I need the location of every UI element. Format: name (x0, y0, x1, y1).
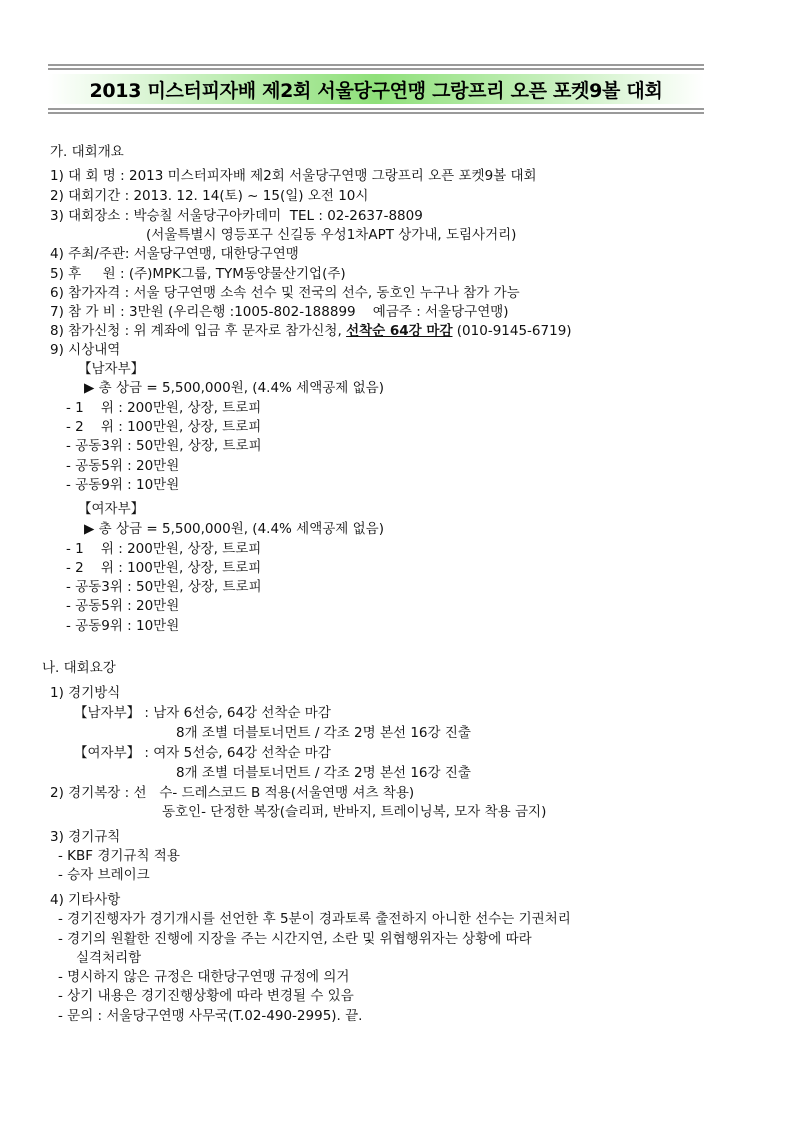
rules-misc-forfeit: - 경기진행자가 경기개시를 선언한 후 5분이 경과토록 출전하지 아니한 선수는 기권처리 (58, 911, 571, 927)
overview-sponsor: 5) 후 원 : (주)MPK그룹, TYM동양물산기업(주) (50, 266, 346, 282)
title-banner (48, 64, 704, 114)
overview-fee: 7) 참 가 비 : 3만원 (우리은행 :1005-802-188899 예금주 : 서울당구연맹) (50, 304, 509, 320)
overview-host: 4) 주최/주관: 서울당구연맹, 대한당구연맹 (50, 246, 299, 262)
rules-game-rules-heading: 3) 경기규칙 (50, 829, 121, 845)
men-prize-rank3: - 공동3위 : 50만원, 상장, 트로피 (66, 438, 262, 454)
registration-deadline: 선착순 64강 마감 (346, 323, 453, 339)
title-rule-top-inner (48, 68, 704, 70)
overview-venue: 3) 대회장소 : 박승칠 서울당구아카데미 TEL : 02-2637-8809 (50, 208, 423, 224)
men-prize-rank1: - 1 위 : 200만원, 상장, 트로피 (66, 400, 262, 416)
overview-prizes: 9) 시상내역 (50, 342, 121, 358)
men-prize-total: ▶ 총 상금 = 5,500,000원, (4.4% 세액공제 없음) (84, 380, 384, 396)
men-prize-rank5: - 공동5위 : 20만원 (66, 458, 180, 474)
rules-women-format: 【여자부】 : 여자 5선승, 64강 선착순 마감 (74, 745, 331, 761)
women-prize-total: ▶ 총 상금 = 5,500,000원, (4.4% 세액공제 없음) (84, 521, 384, 537)
title-rule-top-outer (48, 64, 704, 66)
men-prize-rank9: - 공동9위 : 10만원 (66, 477, 180, 493)
rules-misc-changes: - 상기 내용은 경기진행상황에 따라 변경될 수 있음 (58, 988, 354, 1004)
rules-misc-unspecified: - 명시하지 않은 규정은 대한당구연맹 규정에 의거 (58, 969, 350, 985)
overview-period: 2) 대회기간 : 2013. 12. 14(토) ~ 15(일) 오전 10시 (50, 188, 369, 204)
title-rule-bottom-inner (48, 108, 704, 110)
women-prize-heading: 【여자부】 (78, 501, 145, 517)
overview-eligibility: 6) 참가자격 : 서울 당구연맹 소속 선수 및 전국의 선수, 동호인 누구나 참가 가능 (50, 285, 520, 301)
section-heading-rules: 나. 대회요강 (42, 660, 116, 676)
men-prize-rank2: - 2 위 : 100만원, 상장, 트로피 (66, 419, 262, 435)
women-prize-rank2: - 2 위 : 100만원, 상장, 트로피 (66, 560, 262, 576)
rules-misc-contact: - 문의 : 서울당구연맹 사무국(T.02-490-2995). 끝. (58, 1008, 363, 1024)
men-prize-heading: 【남자부】 (78, 361, 145, 377)
rules-misc-disqualify: - 경기의 원활한 진행에 지장을 주는 시간지연, 소란 및 위협행위자는 상황에 따라 (58, 931, 532, 947)
women-prize-rank5: - 공동5위 : 20만원 (66, 598, 180, 614)
overview-venue-address: (서울특별시 영등포구 신길동 우성1차APT 상가내, 도림사거리) (146, 227, 517, 243)
rules-winner-break: - 승자 브레이크 (58, 867, 150, 883)
overview-registration (50, 323, 572, 340)
registration-text: 8) 참가신청 : 위 계좌에 입금 후 문자로 참가신청, (50, 323, 347, 339)
rules-misc-heading: 4) 기타사항 (50, 892, 121, 908)
rules-misc-disqualify-cont: 실격처리함 (76, 950, 142, 966)
rules-men-format: 【남자부】 : 남자 6선승, 64강 선착순 마감 (74, 705, 331, 721)
women-prize-rank9: - 공동9위 : 10만원 (66, 618, 180, 634)
women-prize-rank3: - 공동3위 : 50만원, 상장, 트로피 (66, 579, 262, 595)
registration-phone: (010-9145-6719) (452, 323, 572, 339)
overview-name: 1) 대 회 명 : 2013 미스터피자배 제2회 서울당구연맹 그랑프리 오픈 포켓9볼 대회 (50, 168, 537, 184)
rules-dress-code: 2) 경기복장 : 선 수- 드레스코드 B 적용(서울연맹 셔츠 착용) (50, 785, 415, 801)
title-band (48, 74, 704, 104)
rules-women-bracket: 8개 조별 더블토너먼트 / 각조 2명 본선 16강 진출 (176, 765, 471, 781)
rules-format-heading: 1) 경기방식 (50, 685, 121, 701)
section-heading-overview: 가. 대회개요 (50, 144, 124, 160)
document-title: 2013 미스터피자배 제2회 서울당구연맹 그랑프리 오픈 포켓9볼 대회 (89, 79, 663, 102)
rules-dress-code-amateur: 동호인- 단정한 복장(슬리퍼, 반바지, 트레이닝복, 모자 착용 금지) (162, 804, 547, 820)
rules-kbf: - KBF 경기규칙 적용 (58, 848, 180, 864)
women-prize-rank1: - 1 위 : 200만원, 상장, 트로피 (66, 541, 262, 557)
rules-men-bracket: 8개 조별 더블토너먼트 / 각조 2명 본선 16강 진출 (176, 725, 471, 741)
title-rule-bottom-outer (48, 112, 704, 114)
